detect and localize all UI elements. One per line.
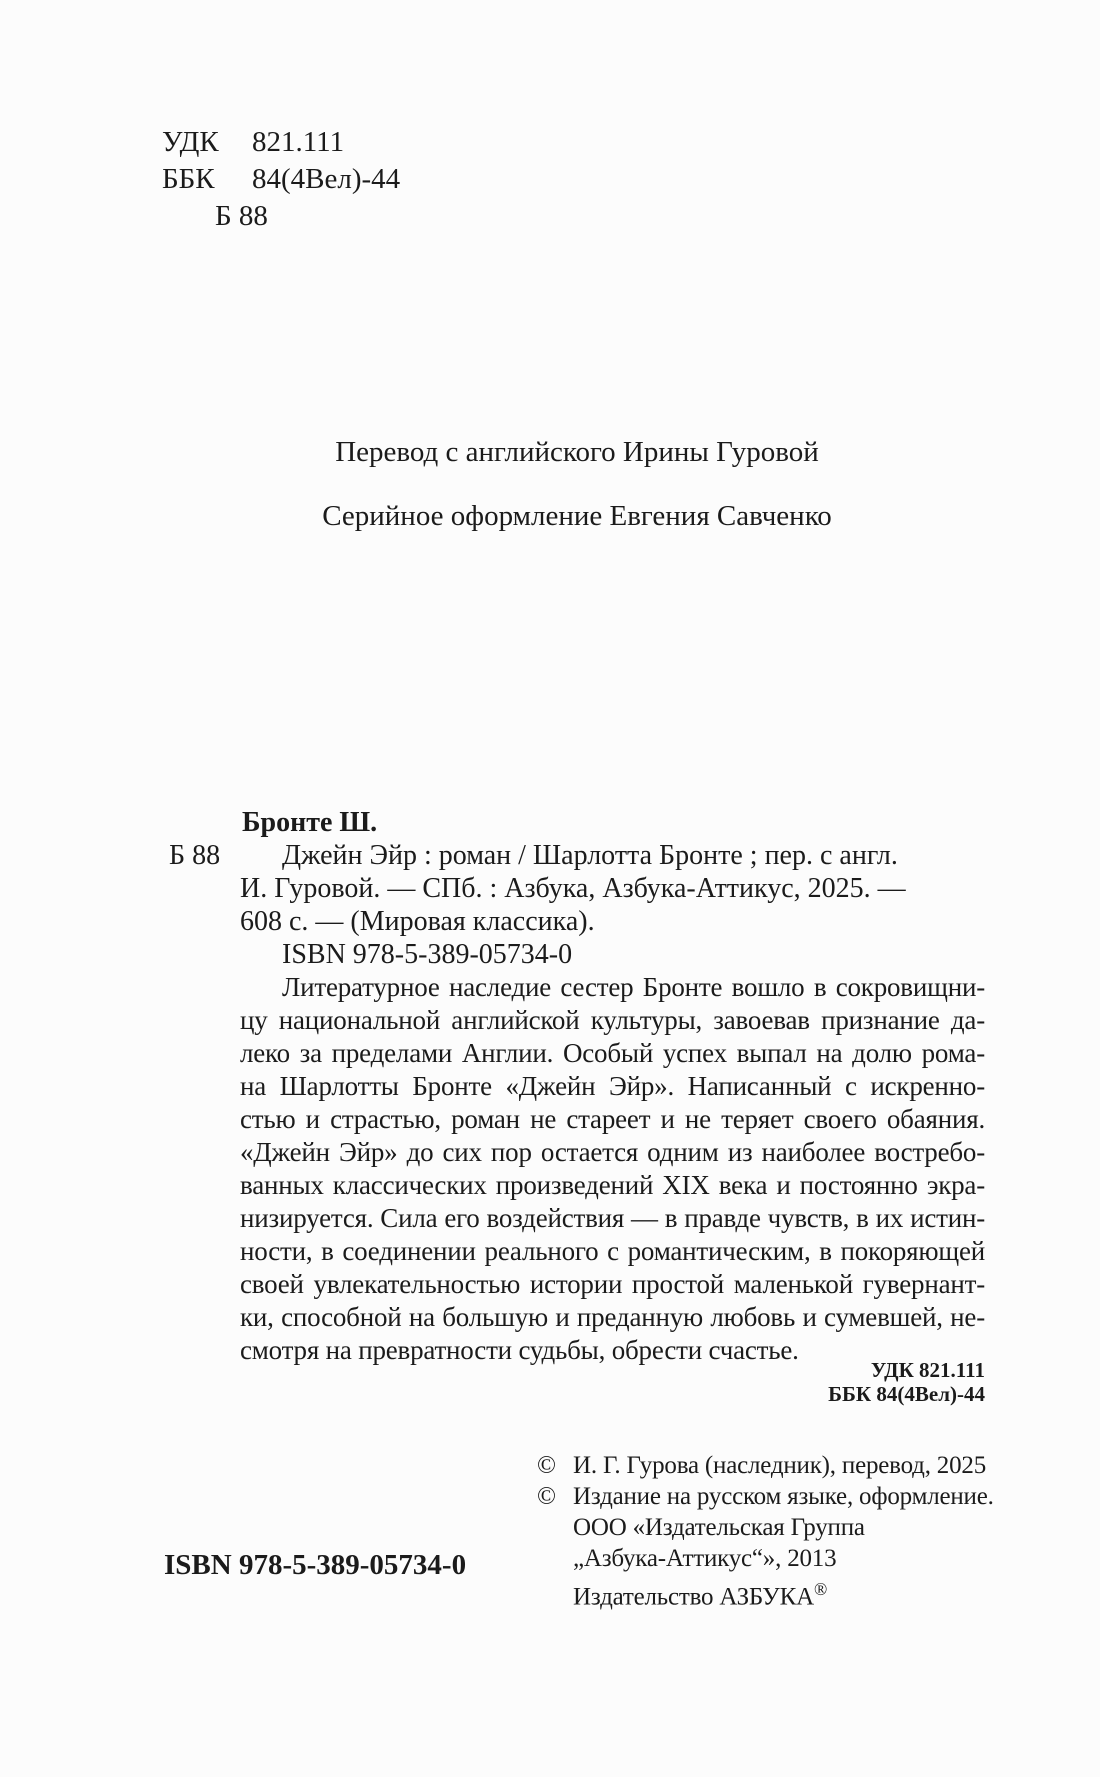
annotation-line: низируется. Сила его воздействия — в правде чувств, в их истин- [240,1203,985,1233]
annotation [240,971,985,1367]
annotation-line: ки, способной на большую и преданную любовь и сумевшей, не- [240,1302,985,1332]
catalog-entry-line: И. Гуровой. — СПб. : Азбука, Азбука-Аттикус, 2025. — [240,873,906,904]
annotation-line: смотря на превратности судьбы, обрести счастье. [240,1335,799,1365]
registered-mark: ® [814,1579,828,1599]
udk-label: УДК [162,126,219,158]
author-heading: Бронте Ш. [242,807,378,838]
series-design-credit: Серийное оформление Евгения Савченко [322,500,832,532]
annotation-line: Литературное наследие сестер Бронте вошло в сокровищни- [282,972,985,1002]
publisher-name: Издательство АЗБУКА [573,1583,815,1611]
catalog-entry-line [169,839,989,872]
copyright-text: И. Г. Гурова (наследник), перевод, 2025 [573,1452,987,1479]
copyright-entry [537,1450,994,1481]
annotation-line: «Джейн Эйр» до сих пор остается одним из наиболее востребо- [240,1137,985,1167]
bbk-line [162,161,400,198]
udk-value: 821.111 [252,126,345,158]
annotation-line: на Шарлотты Бронте «Джейн Эйр». Написанный с искренно- [240,1071,985,1101]
annotation-line: цу национальной английской культуры, завоевав признание да- [240,1005,985,1035]
credits-block [169,437,985,531]
annotation-line: ванных классических произведений XIX века и постоянно экра- [240,1170,985,1200]
udk-line [162,124,400,161]
copyright-block [537,1450,994,1612]
top-classification-block [162,124,400,235]
annotation-line: ности, в соединении реального с романтическим, в покоряющей [240,1236,985,1266]
copyright-text-line: ООО «Издательская Группа [573,1514,865,1541]
classification-codes-right [828,1358,985,1406]
catalog-entry-line: 608 с. — (Мировая классика). [240,906,595,937]
copyright-text: Издание на русском языке, оформление. [573,1483,994,1510]
udk-code-small: УДК 821.111 [870,1358,985,1382]
margin-author-sign: Б 88 [169,840,221,871]
annotation-line: своей увлекательностью истории простой маленькой гувернант- [240,1269,985,1299]
catalog-isbn: ISBN 978-5-389-05734-0 [282,939,573,970]
publisher-line [537,1574,994,1612]
translation-credit: Перевод с английского Ирины Гуровой [335,436,819,468]
bbk-label: ББК [162,163,215,195]
isbn-bottom: ISBN 978-5-389-05734-0 [164,1549,467,1581]
catalog-entry-text: Джейн Эйр : роман / Шарлотта Бронте ; пер. с англ. [282,840,898,871]
copyright-symbol: © [537,1483,556,1510]
bbk-value: 84(4Вел)-44 [252,163,401,195]
copyright-entry [537,1481,994,1512]
catalog-card [169,806,989,1367]
author-sign: Б 88 [215,200,268,232]
copyright-symbol: © [537,1452,556,1479]
bbk-code-small: ББК 84(4Вел)-44 [828,1382,985,1406]
annotation-line: стью и страстью, роман не стареет и не теряет своего обаяния. [240,1104,985,1134]
annotation-line: леко за пределами Англии. Особый успех выпал на долю рома- [240,1038,985,1068]
copyright-text-line: „Азбука-Аттикус“», 2013 [573,1545,837,1572]
